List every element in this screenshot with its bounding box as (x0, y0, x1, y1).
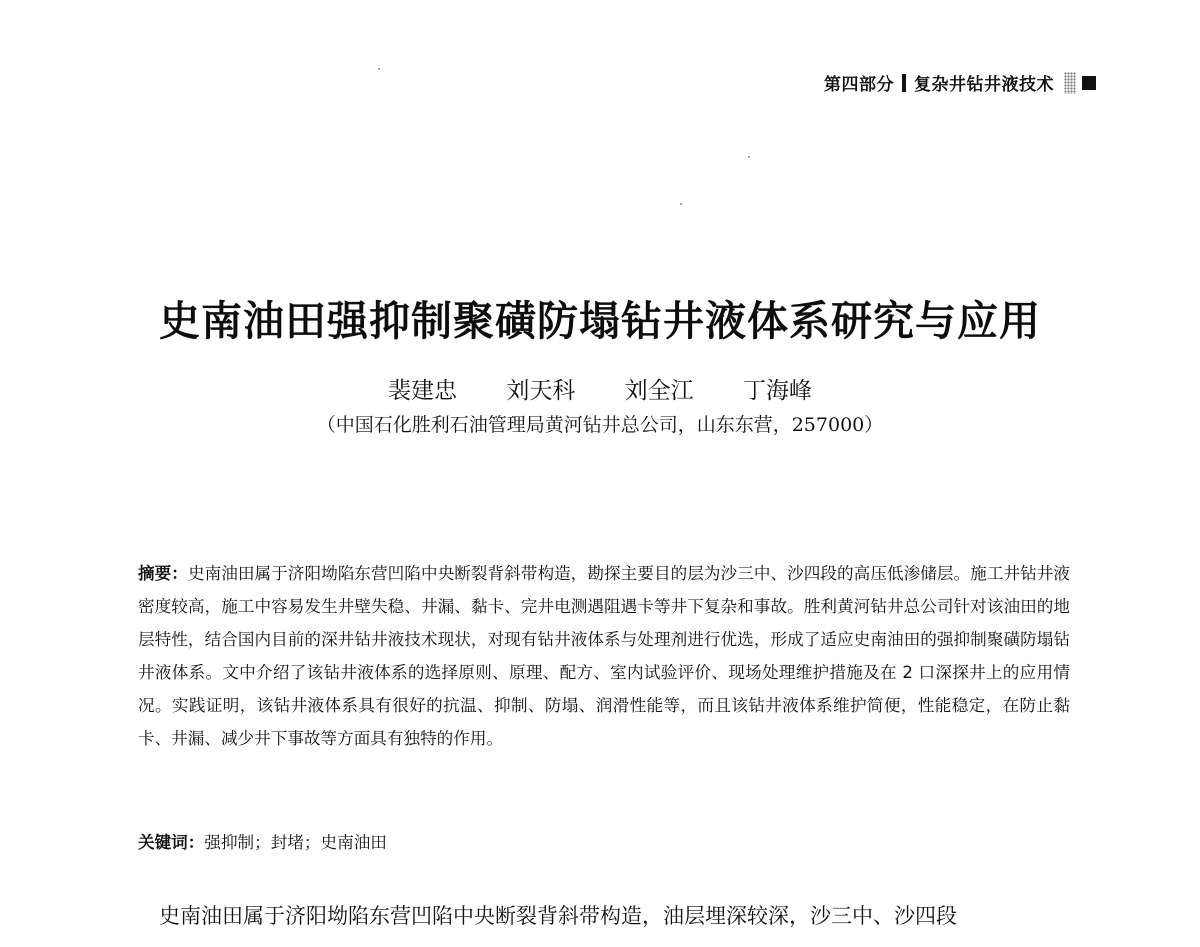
keywords-text: 强抑制；封堵；史南油田 (204, 833, 387, 852)
header-block-mark (1082, 76, 1096, 90)
body-paragraph: 史南油田属于济阳坳陷东营凹陷中央断裂背斜带构造，油层埋深较深，沙三中、沙四段 (159, 904, 957, 928)
affiliation: （中国石化胜利石油管理局黄河钻井总公司，山东东营，257000） (316, 414, 884, 436)
header-separator (902, 74, 906, 92)
header-part: 第四部分 (824, 75, 894, 95)
author-name: 刘全江 (624, 378, 694, 404)
abstract-text: 史南油田属于济阳坳陷东营凹陷中央断裂背斜带构造，勘探主要目的层为沙三中、沙四段的高压低渗储层。施工井钻井液密度较高，施工中容易发生井壁失稳、井漏、黏卡、完井电测遇阻遇卡等井下复杂和事故。胜利黄河钻井总公司针对该油田的地层特性，结合国内目前的深井钻井液技术现状，对现有钻井液体系与处理剂进行优选，形成了适应史南油田的强抑制聚磺防塌钻井液体系。文中介绍了该钻井液体系的选择原则、原理、配方、室内试验评价、现场处理维护措施及在 2 口深探井上的应用情况。实践证明，该钻井液体系具有很好的抗温、抑制、防塌、润滑性能等，而且该钻井液体系维护简便，性能稳定，在防止黏卡、井漏、减少井下事故等方面具有独特的作用。 (138, 564, 1071, 748)
author-name: 裴建忠 (388, 378, 458, 404)
abstract-label: 摘要： (138, 564, 188, 583)
running-header (824, 70, 1096, 95)
author-list (0, 372, 1200, 405)
author-name: 刘天科 (506, 378, 576, 404)
paper-title: 史南油田强抑制聚磺防塌钻井液体系研究与应用 (159, 297, 1041, 345)
author-name: 丁海峰 (742, 378, 812, 404)
header-dot-pattern (1064, 72, 1076, 94)
header-section: 复杂井钻井液技术 (914, 75, 1054, 95)
keywords (138, 826, 387, 859)
scan-speck (748, 156, 750, 158)
keywords-label: 关键词： (138, 833, 205, 852)
abstract (138, 557, 1070, 755)
scan-speck (378, 68, 380, 70)
scan-speck (680, 203, 682, 205)
